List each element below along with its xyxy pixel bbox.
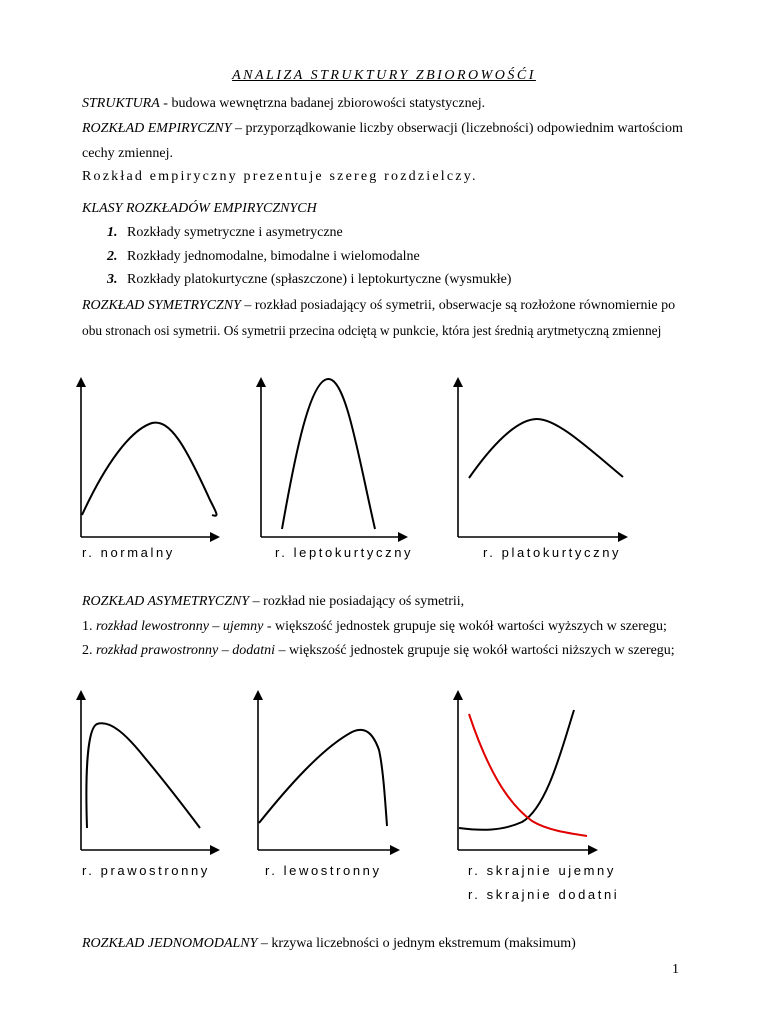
arrow-up-icon <box>76 690 86 700</box>
arrow-up-icon <box>453 377 463 387</box>
chart-platykurtic <box>447 375 637 545</box>
arrow-right-icon <box>210 532 220 542</box>
para-symetryczny-2: obu stronach osi symetrii. Oś symetrii przecina odciętą w punkcie, która jest średnią arytmetyczną zmiennej <box>82 323 662 338</box>
arrow-right-icon <box>390 845 400 855</box>
curve-leptokurtic <box>282 379 375 529</box>
term-struktura: STRUKTURA <box>82 96 160 111</box>
class-text-3: Rozkłady platokurtyczne (spłaszczone) i leptokurtyczne (wysmukłe) <box>127 272 512 287</box>
curve-right-skewed <box>86 723 200 828</box>
asym-num-2: 2. <box>82 643 96 658</box>
caption-extreme-negative: r. skrajnie ujemny <box>468 863 616 878</box>
para-struktura <box>82 95 485 113</box>
curve-platykurtic <box>469 419 623 478</box>
term-jednomodalny: ROZKŁAD JEDNOMODALNY <box>82 936 258 951</box>
asym-term-2: rozkład prawostronny – dodatni <box>96 643 276 658</box>
class-text-2: Rozkłady jednomodalne, bimodalne i wielomodalne <box>127 249 420 264</box>
term-asymetryczny: ROZKŁAD ASYMETRYCZNY <box>82 594 250 609</box>
document-title: ANALIZA STRUKTURY ZBIOROWOŚĆI <box>232 68 536 83</box>
def-empiryczny-1: – przyporządkowanie liczby obserwacji (liczebności) odpowiednim wartościom <box>231 121 683 136</box>
para-symetryczny-1 <box>82 297 675 315</box>
arrow-right-icon <box>618 532 628 542</box>
class-num-3: 3. <box>107 272 118 287</box>
asym-rest-2: – większość jednostek grupuje się wokół wartości niższych w szeregu; <box>275 643 675 658</box>
arrow-right-icon <box>210 845 220 855</box>
para-szereg: Rozkład empiryczny prezentuje szereg rozdzielczy. <box>82 169 478 184</box>
chart-right-skewed <box>70 688 230 858</box>
term-empiryczny: ROZKŁAD EMPIRYCZNY <box>82 121 232 136</box>
arrow-up-icon <box>453 690 463 700</box>
arrow-right-icon <box>588 845 598 855</box>
arrow-right-icon <box>398 532 408 542</box>
arrow-up-icon <box>253 690 263 700</box>
curve-extreme-black <box>459 710 574 830</box>
caption-leptokurtic: r. leptokurtyczny <box>275 545 414 560</box>
para-jednomodalny <box>82 935 576 953</box>
def-asymetryczny: – rozkład nie posiadający oś symetrii, <box>249 594 465 609</box>
class-num-1: 1. <box>107 225 118 240</box>
class-text-1: Rozkłady symetryczne i asymetryczne <box>127 225 343 240</box>
para-empiryczny-2: cechy zmiennej. <box>82 146 173 161</box>
asym-num-1: 1. <box>82 619 96 634</box>
term-symetryczny: ROZKŁAD SYMETRYCZNY <box>82 298 241 313</box>
def-symetryczny-1: – rozkład posiadający oś symetrii, obserwacje są rozłożone równomiernie po <box>240 298 676 313</box>
asym-rest-1: - większość jednostek grupuje się wokół wartości wyższych w szeregu; <box>263 619 667 634</box>
asym-item-2 <box>82 642 675 660</box>
def-jednomodalny: – krzywa liczebności o jednym ekstremum (maksimum) <box>257 936 576 951</box>
para-empiryczny-1 <box>82 120 683 138</box>
arrow-up-icon <box>256 377 266 387</box>
curve-normal <box>82 423 216 516</box>
asym-item-1 <box>82 618 667 636</box>
asym-term-1: rozkład lewostronny – ujemny <box>96 619 264 634</box>
caption-right-skewed: r. prawostronny <box>82 863 210 878</box>
class-item-1 <box>107 225 343 241</box>
curve-left-skewed <box>259 730 387 826</box>
caption-left-skewed: r. lewostronny <box>265 863 382 878</box>
chart-normal <box>70 375 230 545</box>
chart-extreme <box>447 688 607 858</box>
caption-platykurtic: r. platokurtyczny <box>483 545 622 560</box>
def-struktura: - budowa wewnętrzna badanej zbiorowości statystycznej. <box>159 96 486 111</box>
caption-extreme-positive: r. skrajnie dodatni <box>468 887 620 902</box>
caption-normal: r. normalny <box>82 545 175 560</box>
classes-heading: KLASY ROZKŁADÓW EMPIRYCZNYCH <box>82 201 317 216</box>
curve-extreme-red <box>469 714 587 836</box>
chart-left-skewed <box>247 688 407 858</box>
class-item-2 <box>107 249 420 265</box>
class-item-3 <box>107 272 511 288</box>
para-asymetryczny <box>82 593 464 611</box>
page-number: 1 <box>672 962 679 977</box>
class-num-2: 2. <box>107 249 118 264</box>
chart-leptokurtic <box>250 375 420 545</box>
arrow-up-icon <box>76 377 86 387</box>
